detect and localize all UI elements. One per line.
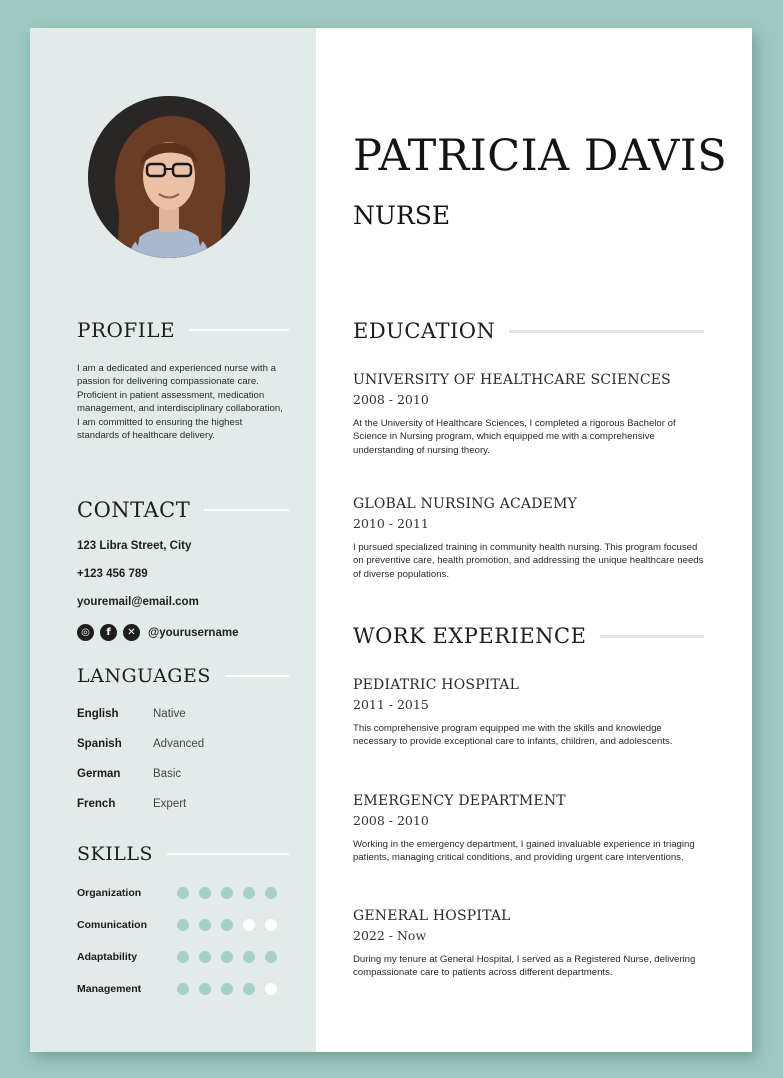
- main-column: [316, 28, 752, 1052]
- language-row: [77, 765, 289, 782]
- entry-date: 2008 - 2010: [353, 392, 429, 407]
- skill-dot-filled: [221, 919, 233, 931]
- language-level: Basic: [153, 767, 182, 780]
- language-name: Spanish: [77, 737, 122, 750]
- entry-description: This comprehensive program equipped me with the skills and knowledge necessary to provide exceptional care to infants, children, and adolescents.: [353, 723, 673, 748]
- language-row: [77, 735, 289, 752]
- heading-rule: [509, 330, 704, 333]
- contact-heading: [77, 498, 289, 522]
- skill-rating: [177, 887, 277, 899]
- skills-heading-text: SKILLS: [77, 843, 153, 865]
- skill-dot-filled: [221, 983, 233, 995]
- resume-sheet: [30, 28, 752, 1052]
- heading-rule: [600, 635, 704, 638]
- skill-row: [77, 981, 289, 997]
- entry-description: Working in the emergency department, I gained invaluable experience in triaging patients, managing critical conditions, and providing urgent care interventions.: [353, 839, 695, 864]
- language-row: [77, 795, 289, 812]
- language-name: German: [77, 767, 121, 780]
- skill-dot-filled: [199, 983, 211, 995]
- experience-entry: [353, 793, 704, 865]
- skill-rating: [177, 919, 277, 931]
- heading-rule: [189, 329, 289, 331]
- skill-dot-empty: [243, 919, 255, 931]
- social-row: [77, 624, 289, 641]
- contact-email: youremail@email.com: [77, 596, 199, 608]
- heading-rule: [167, 853, 289, 855]
- language-level: Expert: [153, 797, 187, 810]
- entry-title: GLOBAL NURSING ACADEMY: [353, 496, 578, 512]
- skill-dot-filled: [243, 983, 255, 995]
- person-name: PATRICIA DAVIS: [353, 131, 728, 181]
- skills-heading: [77, 843, 289, 865]
- skill-dot-filled: [265, 887, 277, 899]
- experience-heading: [353, 624, 704, 648]
- heading-rule: [225, 675, 289, 677]
- profile-heading: [77, 318, 289, 342]
- entry-description: During my tenure at General Hospital, I served as a Registered Nurse, delivering compassionate care to patients across different departments.: [353, 954, 696, 979]
- entry-date: 2008 - 2010: [353, 813, 429, 828]
- skills-section: [77, 843, 289, 997]
- profile-section: [77, 318, 289, 442]
- skill-row: [77, 949, 289, 965]
- skill-dot-filled: [177, 887, 189, 899]
- skill-dot-filled: [243, 887, 255, 899]
- skill-name: Organization: [77, 887, 142, 899]
- skill-row: [77, 917, 289, 933]
- skill-rating: [177, 951, 277, 963]
- contact-phone: +123 456 789: [77, 568, 148, 580]
- contact-heading-text: CONTACT: [77, 498, 191, 522]
- skill-dot-filled: [177, 919, 189, 931]
- education-entry: [353, 496, 704, 581]
- x-icon: ✕: [123, 624, 140, 641]
- entry-date: 2011 - 2015: [353, 697, 429, 712]
- skill-row: [77, 885, 289, 901]
- languages-section: [77, 665, 289, 812]
- entry-description: I pursued specialized training in community health nursing. This program focused on preventive care, health promotion, and addressing the unique healthcare needs of diverse populations.: [353, 542, 704, 580]
- language-row: [77, 705, 289, 722]
- skill-name: Management: [77, 983, 142, 995]
- entry-title: GENERAL HOSPITAL: [353, 908, 511, 924]
- education-heading-text: EDUCATION: [353, 319, 496, 343]
- skill-dot-filled: [199, 951, 211, 963]
- experience-heading-text: WORK EXPERIENCE: [353, 624, 587, 648]
- entry-date: 2010 - 2011: [353, 516, 429, 531]
- skill-dot-empty: [265, 919, 277, 931]
- sidebar: [30, 28, 316, 1052]
- skill-rating: [177, 983, 277, 995]
- skill-dot-filled: [221, 951, 233, 963]
- skill-dot-empty: [265, 983, 277, 995]
- profile-heading-text: PROFILE: [77, 318, 176, 342]
- education-section: [353, 319, 704, 343]
- contact-address: 123 Libra Street, City: [77, 540, 192, 552]
- experience-entry: [353, 677, 704, 749]
- entry-title: PEDIATRIC HOSPITAL: [353, 677, 520, 693]
- languages-heading: [77, 665, 289, 687]
- languages-heading-text: LANGUAGES: [77, 665, 211, 687]
- social-username: @yourusername: [148, 626, 239, 639]
- education-heading: [353, 319, 704, 343]
- skill-dot-filled: [243, 951, 255, 963]
- experience-entry: [353, 908, 704, 980]
- entry-title: EMERGENCY DEPARTMENT: [353, 793, 566, 809]
- heading-rule: [204, 509, 289, 511]
- entry-title: UNIVERSITY OF HEALTHCARE SCIENCES: [353, 372, 671, 388]
- avatar-illustration: [88, 96, 250, 258]
- language-level: Native: [153, 707, 186, 720]
- job-title: NURSE: [353, 201, 451, 230]
- profile-text: I am a dedicated and experienced nurse with a passion for delivering compassionate care. Proficient in patient assessment, medication management, and interdisciplinary collaboration, I am committed to ensuring the highest standards of healthcare delivery.: [77, 363, 283, 442]
- skill-name: Comunication: [77, 919, 147, 931]
- instagram-icon: ◎: [77, 624, 94, 641]
- profile-photo: [88, 96, 250, 258]
- skill-dot-filled: [265, 951, 277, 963]
- facebook-icon: f: [100, 624, 117, 641]
- language-level: Advanced: [153, 737, 205, 750]
- experience-section: [353, 624, 704, 648]
- contact-section: [77, 498, 289, 641]
- skill-dot-filled: [177, 983, 189, 995]
- skill-dot-filled: [177, 951, 189, 963]
- language-name: English: [77, 707, 119, 720]
- language-name: French: [77, 797, 116, 810]
- education-entry: [353, 372, 704, 457]
- entry-description: At the University of Healthcare Sciences, I completed a rigorous Bachelor of Science in Nursing program, which equipped me with a comprehensive understanding of nursing theory.: [353, 418, 676, 456]
- skill-dot-filled: [199, 887, 211, 899]
- skill-dot-filled: [221, 887, 233, 899]
- entry-date: 2022 - Now: [353, 928, 427, 943]
- skill-name: Adaptability: [77, 951, 138, 963]
- skill-dot-filled: [199, 919, 211, 931]
